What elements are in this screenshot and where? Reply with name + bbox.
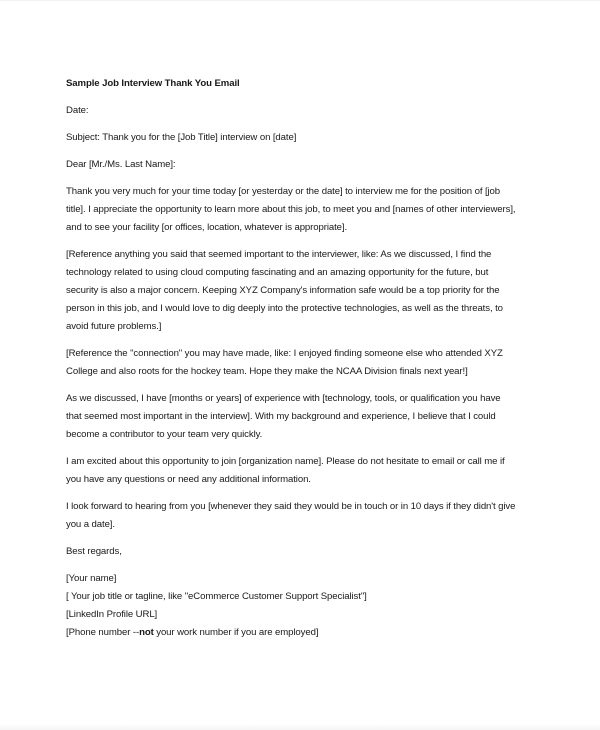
text-line: you have any questions or need any additional information. (66, 474, 311, 485)
paragraph-look-forward (66, 498, 536, 534)
paragraph-excited (66, 453, 536, 489)
signature-linkedin: [LinkedIn Profile URL] (66, 609, 158, 620)
text-line: and to see your facility [or offices, location, whatever is appropriate]. (66, 222, 348, 233)
phone-prefix: [Phone number -- (66, 627, 140, 638)
text-line: that seemed most important in the interview]. With my background and experience, I believe that I could (66, 411, 496, 422)
text-line: technology related to using cloud computing fascinating and an amazing opportunity for the future, but (66, 267, 489, 278)
email-body (66, 75, 536, 651)
text-line: [Reference anything you said that seemed important to the interviewer, like: As we discussed, I find the (66, 249, 492, 260)
closing: Best regards, (66, 546, 122, 557)
phone-suffix: your work number if you are employed] (153, 627, 319, 638)
text-line: As we discussed, I have [months or years] of experience with [technology, tools, or qualification you have (66, 393, 501, 404)
signature-phone (66, 624, 536, 642)
paragraph-reference-important (66, 246, 536, 336)
subject-line: Subject: Thank you for the [Job Title] interview on [date] (66, 132, 297, 143)
signature-name: [Your name] (66, 573, 117, 584)
text-line: become a contributor to your team very quickly. (66, 429, 263, 440)
text-line: Thank you very much for your time today [or yesterday or the date] to interview me for the position of [job (66, 186, 501, 197)
paragraph-experience (66, 390, 536, 444)
document-title: Sample Job Interview Thank You Email (66, 78, 240, 89)
page-bottom-edge (0, 724, 600, 730)
text-line: person in this job, and I would love to dig deeply into the protective technologies, as well as the threats, to (66, 303, 503, 314)
text-line: security is also a major concern. Keeping XYZ Company's information safe would be a top priority for the (66, 285, 500, 296)
text-line: College and also roots for the hockey team. Hope they make the NCAA Division finals next year!] (66, 366, 468, 377)
paragraph-thanks (66, 183, 536, 237)
text-line: title]. I appreciate the opportunity to learn more about this job, to meet you and [names of other interviewers], (66, 204, 516, 215)
signature-block (66, 570, 536, 642)
text-line: I am excited about this opportunity to join [organization name]. Please do not hesitate to email or call me if (66, 456, 505, 467)
text-line: [Reference the "connection" you may have made, like: I enjoyed finding someone else who attended XYZ (66, 348, 503, 359)
date-line: Date: (66, 105, 89, 116)
text-line: I look forward to hearing from you [whenever they said they would be in touch or in 10 days if they didn't give (66, 501, 516, 512)
paragraph-reference-connection (66, 345, 536, 381)
salutation: Dear [Mr./Ms. Last Name]: (66, 159, 176, 170)
phone-bold-not: not (139, 627, 154, 638)
text-line: avoid future problems.] (66, 321, 162, 332)
text-line: you a date]. (66, 519, 115, 530)
signature-title: [ Your job title or tagline, like "eCommerce Customer Support Specialist"] (66, 591, 367, 602)
